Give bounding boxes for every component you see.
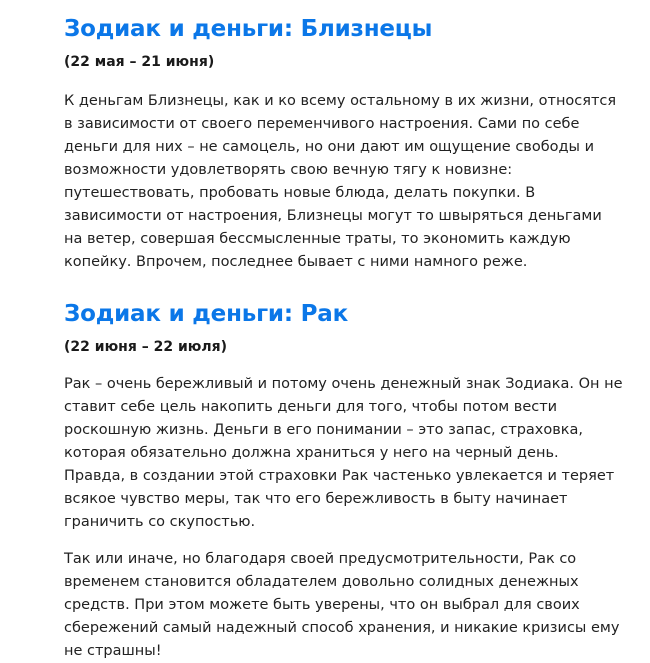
date-range-gemini: (22 мая – 21 июня) xyxy=(64,54,215,70)
section-title-cancer: Зодиак и деньги: Рак xyxy=(64,301,349,327)
paragraph-gemini-1: К деньгам Близнецы, как и ко всему остальному в их жизни, относятся в зависимости от своего переменчивого настроения. Сами по себе деньги для них – не самоцель, но они дают им ощущение свободы и возможности удовлетворять свою вечную тягу к новизне: путешествовать, пробовать новые блюда, делать покупки. В зависимости от настроения, Близнецы могут то швыряться деньгами на ветер, совершая бессмысленные траты, то экономить каждую копейку. Впрочем, последнее бывает с ними намного реже. xyxy=(64,93,617,270)
date-range-cancer: (22 июня – 22 июля) xyxy=(64,339,228,355)
section-gemini xyxy=(64,14,624,274)
section-cancer xyxy=(64,299,624,663)
paragraph-cancer-2: Так или иначе, но благодаря своей предусмотрительности, Рак со временем становится обладателем довольно солидных денежных средств. При этом можете быть уверены, что он выбрал для своих сбережений самый надежный способ хранения, и никакие кризисы ему не страшны! xyxy=(64,551,620,659)
article xyxy=(64,14,624,663)
paragraph-cancer-1: Рак – очень бережливый и потому очень денежный знак Зодиака. Он не ставит себе цель накопить деньги для того, чтобы потом вести роскошную жизнь. Деньги в его понимании – это запас, страховка, которая обязательно должна храниться у него на черный день. Правда, в создании этой страховки Рак частенько увлекается и теряет всякое чувство меры, так что его бережливость в быту начинает граничить со скупостью. xyxy=(64,376,623,530)
section-title-gemini: Зодиак и деньги: Близнецы xyxy=(64,16,433,42)
